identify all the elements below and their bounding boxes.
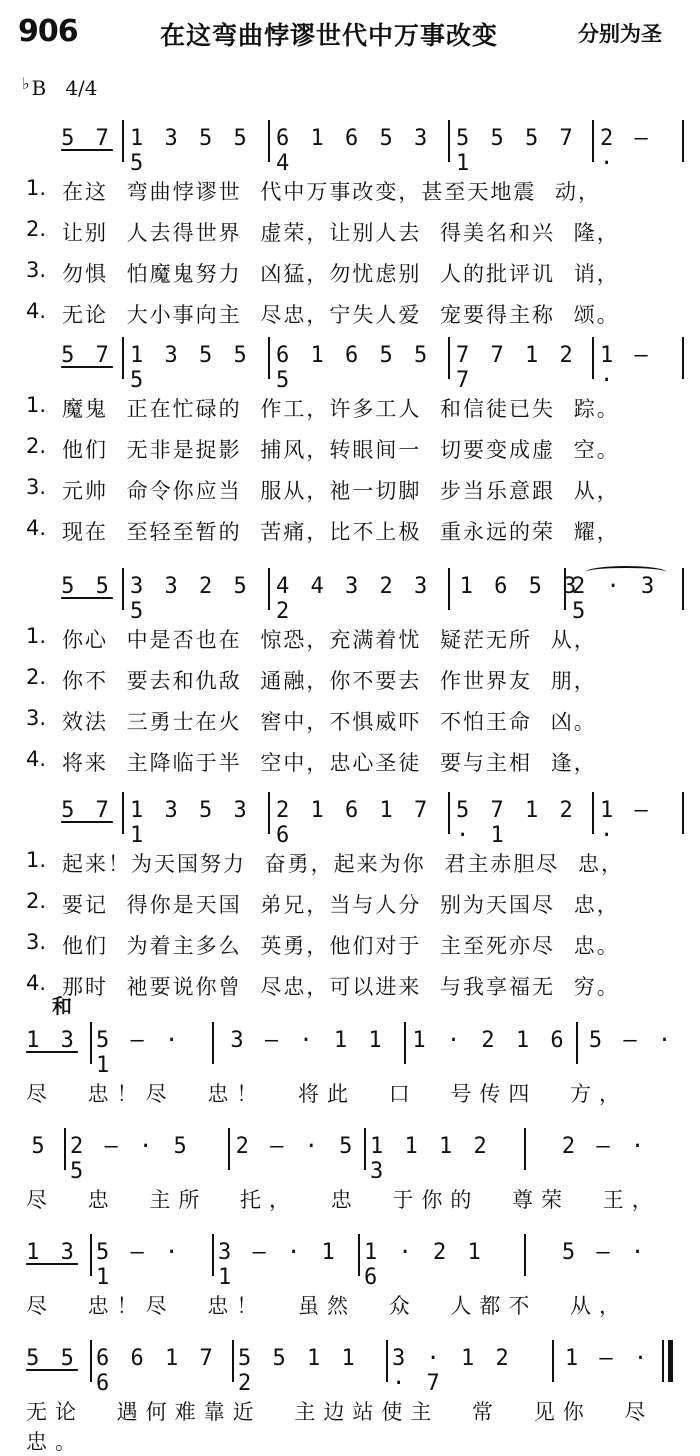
barline: [268, 792, 270, 834]
verse-number: 1.: [26, 624, 47, 648]
barline: [232, 1340, 234, 1382]
verse-number: 4.: [26, 747, 47, 771]
barline: [682, 120, 684, 162]
measure: 5 – · 1: [96, 1028, 183, 1078]
barline: [122, 792, 124, 834]
melody-line: [0, 118, 700, 176]
barline: [564, 568, 566, 610]
measure: 3 · 1 2 · 7: [392, 1346, 513, 1396]
measure: 3 3 2 5 5: [130, 574, 251, 624]
measure: 5 7 1 2 · 1: [456, 798, 577, 848]
verse-text: 将来 主降临于半 空中，忠心圣徒 要与主相 逢，: [62, 751, 597, 775]
measure: 1 3: [26, 1240, 78, 1265]
barline: [448, 792, 450, 834]
measure: 2 – · 5 5: [70, 1134, 191, 1184]
verse-number: 2.: [26, 434, 47, 458]
verse-text: 你心 中是否也在 惊恐，充满着忧 疑茫无所 从，: [62, 628, 597, 652]
barline: [386, 1340, 388, 1382]
measure: 6 1 6 5 3 4: [276, 126, 432, 176]
verse-number: 4.: [26, 299, 47, 323]
verse-text: 无论 大小事向主 尽忠，宁失人爱 宠要得主称 颂。: [62, 303, 620, 327]
verse-number: 4.: [26, 516, 47, 540]
verse-text: 他们 无非是捉影 捕风，转眼间一 切要变成虚 空。: [62, 438, 620, 462]
measure: 6 6 1 7 6: [96, 1346, 217, 1396]
key-signature: [22, 74, 98, 100]
measure: 5: [31, 1134, 49, 1159]
barline: [552, 1340, 554, 1382]
barline: [576, 1022, 578, 1064]
measure: 5 7: [61, 126, 113, 151]
verse-text: 那时 祂要说你曾 尽忠，可以进来 与我享福无 穷。: [62, 975, 620, 999]
verse-text: 元帅 命令你应当 服从，祂一切脚 步当乐意跟 从，: [62, 479, 620, 503]
measure: 5 5 5 7 1: [456, 126, 577, 176]
barline: [358, 1234, 360, 1276]
measure: 5 7: [61, 798, 113, 823]
verse-text: 效法 三勇士在火 窖中，不惧威吓 不怕王命 凶。: [62, 710, 597, 734]
verse-line: [0, 842, 700, 883]
verse-line: [0, 883, 700, 924]
verse-text: 要记 得你是天国 弟兄，当与人分 别为天国尽 忠，: [62, 893, 620, 917]
barline: [364, 1128, 366, 1170]
measure: 5 5: [61, 574, 113, 599]
barline: [592, 792, 594, 834]
stanza-3: [0, 566, 700, 782]
verse-text: 让别 人去得世界 虚荣，让别人去 得美名和兴 隆，: [62, 221, 620, 245]
barline: [268, 337, 270, 379]
verse-line: [0, 510, 700, 551]
hymn-title: 在这弯曲悖谬世代中万事改变: [160, 21, 499, 50]
measure: 2 – · 5: [235, 1134, 357, 1159]
melody-line: [0, 335, 700, 393]
verse-number: 1.: [26, 848, 47, 872]
barline: [448, 120, 450, 162]
barline: [448, 568, 450, 610]
measure: 2 · 3 5: [572, 574, 659, 624]
verse-number: 2.: [26, 889, 47, 913]
measure: 3 – · 1 1: [218, 1240, 339, 1290]
verse-number: 2.: [26, 217, 47, 241]
measure: 1 3 5 3 1: [130, 798, 251, 848]
verse-text: 勿惧 怕魔鬼努力 凶猛，勿忧虑别 人的批评讥 诮，: [62, 262, 620, 286]
barline: [90, 1340, 92, 1382]
barline: [404, 1022, 406, 1064]
refrain-lyric-line: [0, 1284, 700, 1320]
measure: 2 1 6 1 7 6: [276, 798, 432, 848]
time-signature: 4/4: [65, 76, 98, 100]
measure: 5 5: [26, 1346, 78, 1371]
hymn-number: 906: [18, 14, 78, 49]
barline: [122, 337, 124, 379]
measure: 1 3 5 5 5: [130, 126, 251, 176]
verse-line: [0, 741, 700, 782]
barline: [212, 1234, 214, 1276]
barline: [524, 1234, 526, 1276]
barline: [268, 568, 270, 610]
measure: 3 – · 1 1: [230, 1028, 386, 1053]
measure: 1 – ·: [600, 798, 652, 848]
hymn-header: [0, 0, 700, 60]
barline: [682, 337, 684, 379]
measure: 1 3: [26, 1028, 78, 1053]
verse-number: 3.: [26, 258, 47, 282]
refrain-text: 尽 忠 主所 托， 忠 于你的 尊荣 王，: [26, 1188, 661, 1212]
measure: 2 – ·: [561, 1134, 649, 1159]
verse-line: [0, 428, 700, 469]
final-barline: [662, 1340, 664, 1382]
verse-number: 4.: [26, 971, 47, 995]
verse-text: 现在 至轻至暂的 苦痛，比不上极 重永远的荣 耀，: [62, 520, 620, 544]
melody-line: [0, 566, 700, 624]
measure: 1 6 5 3: [459, 574, 581, 599]
hymn-category: 分别为圣: [578, 22, 662, 46]
barline: [122, 120, 124, 162]
verse-line: [0, 618, 700, 659]
barline: [682, 568, 684, 610]
barline: [268, 120, 270, 162]
verse-text: 你不 要去和仇敌 通融，你不要去 作世界友 朋，: [62, 669, 597, 693]
verse-line: [0, 387, 700, 428]
refrain-lyric-line: [0, 1178, 700, 1214]
measure: 2 – ·: [600, 126, 652, 176]
measure: 1 1 1 2 3: [370, 1134, 491, 1184]
verse-number: 3.: [26, 475, 47, 499]
verse-line: [0, 469, 700, 510]
verse-text: 起来！为天国努力 奋勇，起来为你 君主赤胆尽 忠，: [62, 852, 625, 876]
barline: [592, 120, 594, 162]
barline: [64, 1128, 66, 1170]
flat-icon: ♭: [22, 74, 30, 93]
verse-line: [0, 700, 700, 741]
refrain-label: 和: [52, 994, 72, 1018]
measure: 1 – ·: [600, 343, 652, 393]
measure: 7 7 1 2 7: [456, 343, 577, 393]
verse-line: [0, 170, 700, 211]
measure: 6 1 6 5 5 5: [276, 343, 432, 393]
verse-text: 在这 弯曲悖谬世 代中万事改变，甚至天地震 动，: [62, 180, 602, 204]
verse-number: 2.: [26, 665, 47, 689]
barline: [90, 1022, 92, 1064]
refrain-text: 尽 忠！尽 忠！ 虽然 众 人都不 从，: [26, 1294, 629, 1318]
barline: [122, 568, 124, 610]
barline: [90, 1234, 92, 1276]
barline: [682, 792, 684, 834]
verse-line: [0, 924, 700, 965]
measure: 5 – ·: [588, 1028, 676, 1053]
stanza-4: [0, 790, 700, 1006]
measure: 5 – · 1: [96, 1240, 183, 1290]
refrain-melody-line: [0, 1232, 700, 1290]
refrain-text: 尽 忠！尽 忠！ 将此 口 号传四 方，: [26, 1082, 629, 1106]
refrain: [0, 1020, 700, 1454]
refrain-melody-line: [0, 1126, 700, 1184]
verse-text: 他们 为着主多么 英勇，他们对于 主至死亦尽 忠。: [62, 934, 620, 958]
measure: 5 7: [61, 343, 113, 368]
verse-line: [0, 293, 700, 334]
measure: 1 3 5 5 5: [130, 343, 251, 393]
verse-number: 1.: [26, 176, 47, 200]
refrain-melody-line: [0, 1020, 700, 1078]
melody-line: [0, 790, 700, 848]
barline: [448, 337, 450, 379]
refrain-lyric-line: [0, 1072, 700, 1108]
verse-text: 魔鬼 正在忙碌的 作工，许多工人 和信徒已失 踪。: [62, 397, 620, 421]
stanza-1: [0, 118, 700, 334]
barline: [228, 1128, 230, 1170]
verse-line: [0, 211, 700, 252]
measure: 1 · 2 1 6: [412, 1028, 568, 1053]
verse-number: 1.: [26, 393, 47, 417]
refrain-melody-line: [0, 1338, 700, 1396]
verse-number: 3.: [26, 706, 47, 730]
verse-line: [0, 965, 700, 1006]
measure: 5 5 1 1 2: [238, 1346, 359, 1396]
verse-line: [0, 659, 700, 700]
measure: 5 – ·: [561, 1240, 649, 1265]
refrain-lyric-line: [0, 1390, 700, 1454]
measure: 1 – ·: [564, 1346, 652, 1371]
verse-number: 3.: [26, 930, 47, 954]
refrain-text: 无论 遇何难靠近 主边站使主 常 见你 尽 忠。: [26, 1400, 654, 1454]
key-letter: B: [31, 76, 47, 100]
barline: [212, 1022, 214, 1064]
stanza-2: [0, 335, 700, 551]
measure: 4 4 3 2 3 2: [276, 574, 432, 624]
barline: [592, 337, 594, 379]
measure: 1 · 2 1 6: [364, 1240, 485, 1290]
verse-line: [0, 252, 700, 293]
barline: [524, 1128, 526, 1170]
